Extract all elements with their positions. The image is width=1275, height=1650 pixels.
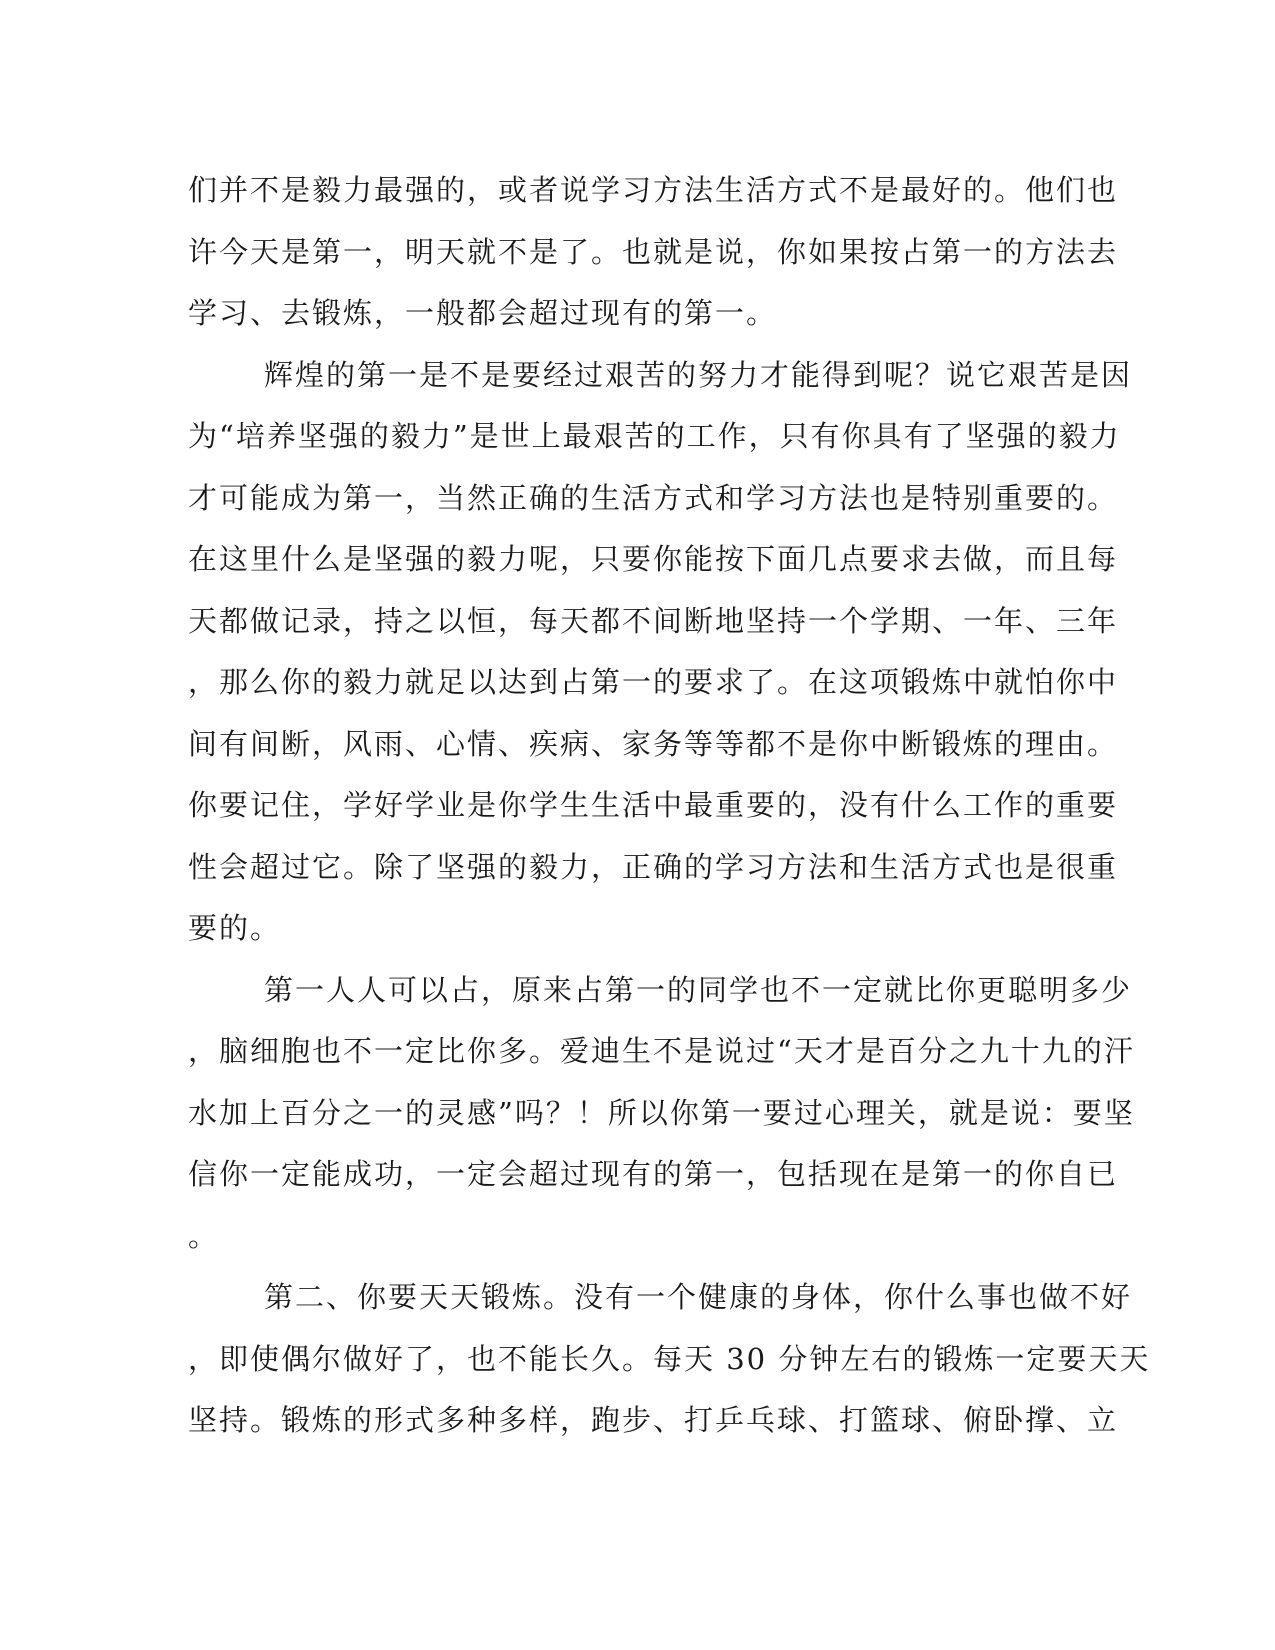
text-line: 为“培养坚强的毅力”是世上最艰苦的工作，只有你具有了坚强的毅力	[188, 419, 1121, 453]
text-line: 才可能成为第一，当然正确的生活方式和学习方法也是特别重要的。	[188, 480, 1119, 515]
text-line: 要的。	[188, 911, 282, 945]
text-line: ，即使偶尔做好了，也不能长久。每天 30 分钟左右的锻炼一定要天天	[188, 1341, 1151, 1376]
text-line: 许今天是第一，明天就不是了。也就是说，你如果按占第一的方法去	[188, 234, 1119, 269]
text-line: 。	[188, 1218, 220, 1253]
text-line: 们并不是毅力最强的，或者说学习方法生活方式不是最好的。他们也	[188, 173, 1119, 207]
text-line: 你要记住，学好学业是你学生生活中最重要的，没有什么工作的重要	[188, 788, 1119, 822]
paragraph-start-line: 辉煌的第一是不是要经过艰苦的努力才能得到呢？说它艰苦是因	[264, 357, 1133, 392]
text-line: 天都做记录，持之以恒，每天都不间断地坚持一个学期、一年、三年	[188, 603, 1119, 638]
text-line: 信你一定能成功，一定会超过现有的第一，包括现在是第一的你自已	[188, 1157, 1119, 1191]
text-line: 间有间断，风雨、心情、疾病、家务等等都不是你中断锻炼的理由。	[188, 726, 1119, 761]
text-line: ，那么你的毅力就足以达到占第一的要求了。在这项锻炼中就怕你中	[188, 665, 1119, 699]
text-line: 性会超过它。除了坚强的毅力，正确的学习方法和生活方式也是很重	[188, 849, 1119, 884]
text-line: ，脑细胞也不一定比你多。爱迪生不是说过“天才是百分之九十九的汗	[188, 1034, 1135, 1068]
text-line: 坚持。锻炼的形式多种多样，跑步、打乒乓球、打篮球、俯卧撑、立	[188, 1403, 1119, 1437]
body-text	[188, 160, 1151, 1452]
paragraph-start-line: 第一人人可以占，原来占第一的同学也不一定就比你更聪明多少	[264, 972, 1133, 1007]
paragraph-start-line: 第二、你要天天锻炼。没有一个健康的身体，你什么事也做不好	[264, 1280, 1133, 1314]
text-line: 学习、去锻炼，一般都会超过现有的第一。	[188, 296, 778, 330]
text-line: 在这里什么是坚强的毅力呢，只要你能按下面几点要求去做，而且每	[188, 542, 1119, 576]
text-line: 水加上百分之一的灵感”吗？！所以你第一要过心理关，就是说：要坚	[188, 1095, 1135, 1130]
